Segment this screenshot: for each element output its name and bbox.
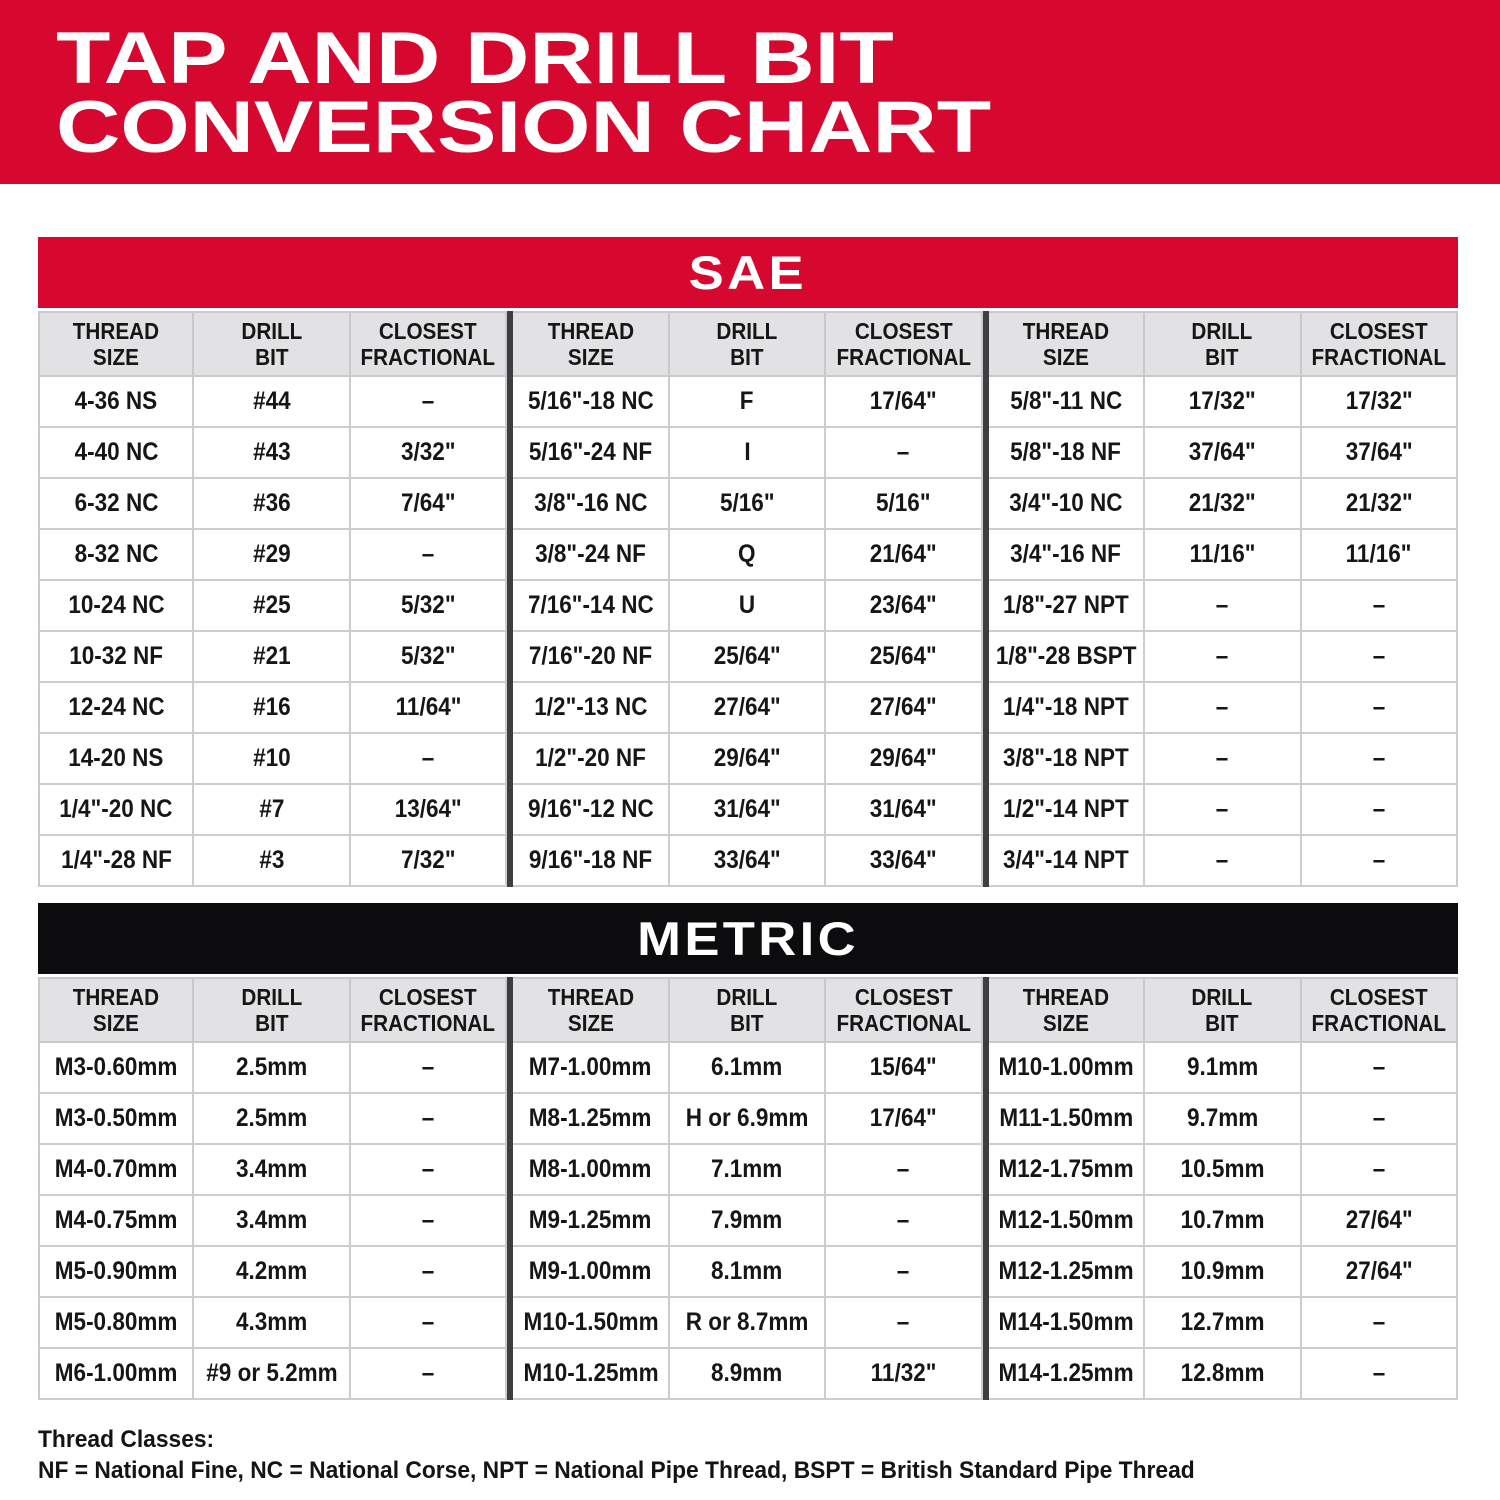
page-title-line1: TAP AND DRILL BIT: [56, 18, 894, 99]
column-header-drill-bit: DRILL BIT: [1145, 977, 1301, 1043]
cell-thread-size: M4-0.70mm: [38, 1145, 194, 1196]
table-row: [38, 785, 507, 836]
cell-closest-fractional: –: [1302, 683, 1458, 734]
cell-drill-bit: 7.9mm: [670, 1196, 826, 1247]
footnote-legend: NF = National Fine, NC = National Corse, NPT = National Pipe Thread, BSPT = British Standard Pipe Thread: [38, 1457, 1195, 1484]
cell-drill-bit: #10: [194, 734, 350, 785]
cell-drill-bit: 8.1mm: [670, 1247, 826, 1298]
table-row: [989, 836, 1458, 887]
page-title-line2: CONVERSION CHART: [56, 87, 992, 168]
cell-thread-size: 1/2"-20 NF: [513, 734, 669, 785]
table-row: [989, 1196, 1458, 1247]
cell-closest-fractional: 15/64": [826, 1043, 982, 1094]
table-row: [513, 683, 982, 734]
cell-drill-bit: 2.5mm: [194, 1043, 350, 1094]
metric-section: [38, 903, 1458, 1400]
cell-closest-fractional: –: [351, 530, 507, 581]
column-header-thread-size: THREAD SIZE: [38, 311, 194, 377]
column-header-thread-size: THREAD SIZE: [513, 311, 669, 377]
table-row: [38, 683, 507, 734]
cell-closest-fractional: –: [351, 377, 507, 428]
cell-thread-size: 10-32 NF: [38, 632, 194, 683]
cell-drill-bit: 9.7mm: [1145, 1094, 1301, 1145]
table-row: [989, 1094, 1458, 1145]
cell-drill-bit: U: [670, 581, 826, 632]
cell-closest-fractional: 7/64": [351, 479, 507, 530]
footnote: [38, 1424, 1256, 1486]
table-row: [513, 428, 982, 479]
cell-drill-bit: 33/64": [670, 836, 826, 887]
table-row: [989, 428, 1458, 479]
cell-drill-bit: #16: [194, 683, 350, 734]
table-row: [989, 683, 1458, 734]
column-header-drill-bit: DRILL BIT: [194, 977, 350, 1043]
table-row: [989, 377, 1458, 428]
cell-drill-bit: 10.9mm: [1145, 1247, 1301, 1298]
cell-thread-size: M14-1.50mm: [989, 1298, 1145, 1349]
cell-closest-fractional: –: [351, 1145, 507, 1196]
column-group: [38, 977, 507, 1400]
column-header-drill-bit: DRILL BIT: [670, 977, 826, 1043]
table-row: [513, 479, 982, 530]
cell-thread-size: 4-36 NS: [38, 377, 194, 428]
column-header-closest-fractional: CLOSEST FRACTIONAL: [351, 977, 507, 1043]
cell-thread-size: 9/16"-12 NC: [513, 785, 669, 836]
cell-closest-fractional: –: [1302, 1094, 1458, 1145]
column-header-closest-fractional: CLOSEST FRACTIONAL: [1302, 977, 1458, 1043]
cell-drill-bit: R or 8.7mm: [670, 1298, 826, 1349]
table-row: [989, 734, 1458, 785]
cell-drill-bit: 11/16": [1145, 530, 1301, 581]
cell-closest-fractional: 33/64": [826, 836, 982, 887]
cell-thread-size: 7/16"-14 NC: [513, 581, 669, 632]
cell-closest-fractional: 11/16": [1302, 530, 1458, 581]
cell-drill-bit: 17/32": [1145, 377, 1301, 428]
table-row: [38, 530, 507, 581]
column-group: [513, 311, 982, 887]
table-row: [38, 1043, 507, 1094]
table-row: [989, 479, 1458, 530]
cell-closest-fractional: 31/64": [826, 785, 982, 836]
table-row: [513, 1247, 982, 1298]
cell-drill-bit: –: [1145, 581, 1301, 632]
cell-thread-size: 1/2"-13 NC: [513, 683, 669, 734]
cell-closest-fractional: 11/32": [826, 1349, 982, 1400]
cell-thread-size: 1/4"-18 NPT: [989, 683, 1145, 734]
title-banner: [0, 0, 1500, 184]
cell-thread-size: M14-1.25mm: [989, 1349, 1145, 1400]
cell-closest-fractional: –: [351, 1247, 507, 1298]
table-row: [513, 836, 982, 887]
cell-drill-bit: 10.5mm: [1145, 1145, 1301, 1196]
cell-thread-size: 3/8"-24 NF: [513, 530, 669, 581]
cell-closest-fractional: 21/32": [1302, 479, 1458, 530]
cell-closest-fractional: –: [826, 428, 982, 479]
cell-thread-size: M12-1.75mm: [989, 1145, 1145, 1196]
cell-closest-fractional: 5/32": [351, 581, 507, 632]
sae-section-header: [38, 237, 1458, 308]
table-row: [38, 1349, 507, 1400]
cell-closest-fractional: –: [1302, 1298, 1458, 1349]
cell-drill-bit: –: [1145, 836, 1301, 887]
table-row: [513, 632, 982, 683]
cell-thread-size: 3/4"-16 NF: [989, 530, 1145, 581]
cell-drill-bit: 31/64": [670, 785, 826, 836]
cell-thread-size: 4-40 NC: [38, 428, 194, 479]
cell-drill-bit: 3.4mm: [194, 1145, 350, 1196]
sae-section-label: SAE: [688, 246, 808, 299]
cell-thread-size: M12-1.50mm: [989, 1196, 1145, 1247]
column-header-thread-size: THREAD SIZE: [38, 977, 194, 1043]
column-group: [989, 311, 1458, 887]
cell-thread-size: M11-1.50mm: [989, 1094, 1145, 1145]
cell-closest-fractional: 23/64": [826, 581, 982, 632]
column-header-thread-size: THREAD SIZE: [513, 977, 669, 1043]
table-row: [989, 1145, 1458, 1196]
cell-closest-fractional: 11/64": [351, 683, 507, 734]
cell-closest-fractional: –: [351, 1298, 507, 1349]
cell-closest-fractional: 37/64": [1302, 428, 1458, 479]
cell-thread-size: 3/8"-18 NPT: [989, 734, 1145, 785]
table-row: [513, 1145, 982, 1196]
cell-drill-bit: 7.1mm: [670, 1145, 826, 1196]
table-row: [513, 734, 982, 785]
cell-thread-size: 14-20 NS: [38, 734, 194, 785]
cell-thread-size: 6-32 NC: [38, 479, 194, 530]
cell-closest-fractional: 3/32": [351, 428, 507, 479]
cell-drill-bit: 29/64": [670, 734, 826, 785]
cell-thread-size: 10-24 NC: [38, 581, 194, 632]
cell-drill-bit: 5/16": [670, 479, 826, 530]
cell-thread-size: M3-0.60mm: [38, 1043, 194, 1094]
cell-closest-fractional: –: [826, 1247, 982, 1298]
cell-closest-fractional: –: [1302, 632, 1458, 683]
table-row: [513, 785, 982, 836]
table-row: [989, 1349, 1458, 1400]
table-row: [989, 530, 1458, 581]
column-group: [38, 311, 507, 887]
cell-drill-bit: 3.4mm: [194, 1196, 350, 1247]
cell-thread-size: M12-1.25mm: [989, 1247, 1145, 1298]
column-header-drill-bit: DRILL BIT: [1145, 311, 1301, 377]
cell-thread-size: 5/16"-24 NF: [513, 428, 669, 479]
table-row: [513, 530, 982, 581]
table-row: [989, 1298, 1458, 1349]
table-row: [38, 479, 507, 530]
cell-thread-size: M4-0.75mm: [38, 1196, 194, 1247]
cell-closest-fractional: –: [1302, 581, 1458, 632]
cell-thread-size: M5-0.90mm: [38, 1247, 194, 1298]
cell-thread-size: 1/4"-28 NF: [38, 836, 194, 887]
cell-closest-fractional: 7/32": [351, 836, 507, 887]
cell-drill-bit: #3: [194, 836, 350, 887]
cell-drill-bit: 21/32": [1145, 479, 1301, 530]
table-row: [513, 1043, 982, 1094]
metric-table: [38, 977, 1458, 1400]
column-header-closest-fractional: CLOSEST FRACTIONAL: [826, 977, 982, 1043]
table-row: [38, 632, 507, 683]
table-row: [38, 1196, 507, 1247]
cell-thread-size: 3/8"-16 NC: [513, 479, 669, 530]
cell-drill-bit: –: [1145, 632, 1301, 683]
cell-thread-size: 8-32 NC: [38, 530, 194, 581]
cell-closest-fractional: 25/64": [826, 632, 982, 683]
cell-closest-fractional: –: [351, 1094, 507, 1145]
cell-drill-bit: 4.3mm: [194, 1298, 350, 1349]
table-row: [513, 1094, 982, 1145]
cell-closest-fractional: –: [351, 1043, 507, 1094]
cell-closest-fractional: –: [1302, 836, 1458, 887]
cell-drill-bit: 12.8mm: [1145, 1349, 1301, 1400]
cell-closest-fractional: –: [826, 1298, 982, 1349]
cell-drill-bit: #25: [194, 581, 350, 632]
metric-section-header: [38, 903, 1458, 974]
table-row: [989, 1043, 1458, 1094]
cell-drill-bit: I: [670, 428, 826, 479]
table-row: [38, 1247, 507, 1298]
sae-table: [38, 311, 1458, 887]
cell-closest-fractional: 27/64": [1302, 1196, 1458, 1247]
cell-thread-size: 5/16"-18 NC: [513, 377, 669, 428]
cell-closest-fractional: –: [826, 1145, 982, 1196]
table-row: [513, 1349, 982, 1400]
cell-drill-bit: 12.7mm: [1145, 1298, 1301, 1349]
sae-section: [38, 237, 1458, 887]
cell-thread-size: M3-0.50mm: [38, 1094, 194, 1145]
cell-thread-size: 9/16"-18 NF: [513, 836, 669, 887]
cell-drill-bit: –: [1145, 734, 1301, 785]
cell-thread-size: M7-1.00mm: [513, 1043, 669, 1094]
column-header-thread-size: THREAD SIZE: [989, 977, 1145, 1043]
cell-drill-bit: 6.1mm: [670, 1043, 826, 1094]
table-row: [38, 428, 507, 479]
column-header-drill-bit: DRILL BIT: [670, 311, 826, 377]
cell-thread-size: M10-1.00mm: [989, 1043, 1145, 1094]
column-header-closest-fractional: CLOSEST FRACTIONAL: [351, 311, 507, 377]
cell-thread-size: 5/8"-18 NF: [989, 428, 1145, 479]
cell-thread-size: 1/8"-27 NPT: [989, 581, 1145, 632]
cell-drill-bit: Q: [670, 530, 826, 581]
table-row: [989, 581, 1458, 632]
cell-drill-bit: 2.5mm: [194, 1094, 350, 1145]
cell-drill-bit: #43: [194, 428, 350, 479]
cell-thread-size: 7/16"-20 NF: [513, 632, 669, 683]
column-header-thread-size: THREAD SIZE: [989, 311, 1145, 377]
cell-drill-bit: #21: [194, 632, 350, 683]
cell-closest-fractional: –: [351, 1349, 507, 1400]
cell-drill-bit: 9.1mm: [1145, 1043, 1301, 1094]
cell-closest-fractional: –: [1302, 734, 1458, 785]
cell-closest-fractional: 13/64": [351, 785, 507, 836]
column-header-drill-bit: DRILL BIT: [194, 311, 350, 377]
cell-drill-bit: –: [1145, 785, 1301, 836]
table-row: [513, 581, 982, 632]
cell-thread-size: M9-1.00mm: [513, 1247, 669, 1298]
cell-thread-size: M10-1.50mm: [513, 1298, 669, 1349]
table-row: [38, 1094, 507, 1145]
cell-closest-fractional: –: [1302, 785, 1458, 836]
cell-thread-size: M6-1.00mm: [38, 1349, 194, 1400]
cell-thread-size: 12-24 NC: [38, 683, 194, 734]
cell-closest-fractional: 27/64": [826, 683, 982, 734]
cell-drill-bit: #7: [194, 785, 350, 836]
cell-thread-size: 5/8"-11 NC: [989, 377, 1145, 428]
cell-drill-bit: 37/64": [1145, 428, 1301, 479]
cell-thread-size: M5-0.80mm: [38, 1298, 194, 1349]
column-group: [989, 977, 1458, 1400]
cell-closest-fractional: 29/64": [826, 734, 982, 785]
footnote-heading: Thread Classes:: [38, 1426, 215, 1453]
cell-thread-size: 3/4"-14 NPT: [989, 836, 1145, 887]
cell-closest-fractional: 17/64": [826, 1094, 982, 1145]
table-row: [989, 785, 1458, 836]
table-row: [513, 1298, 982, 1349]
cell-thread-size: 1/4"-20 NC: [38, 785, 194, 836]
cell-drill-bit: #44: [194, 377, 350, 428]
cell-closest-fractional: –: [1302, 1043, 1458, 1094]
cell-closest-fractional: –: [1302, 1349, 1458, 1400]
column-header-closest-fractional: CLOSEST FRACTIONAL: [1302, 311, 1458, 377]
cell-drill-bit: 25/64": [670, 632, 826, 683]
table-row: [38, 1298, 507, 1349]
table-row: [38, 836, 507, 887]
table-row: [38, 1145, 507, 1196]
metric-section-label: METRIC: [637, 912, 859, 965]
cell-thread-size: 1/8"-28 BSPT: [989, 632, 1145, 683]
table-row: [38, 377, 507, 428]
cell-closest-fractional: 27/64": [1302, 1247, 1458, 1298]
cell-drill-bit: 10.7mm: [1145, 1196, 1301, 1247]
table-row: [989, 1247, 1458, 1298]
cell-closest-fractional: 5/32": [351, 632, 507, 683]
cell-closest-fractional: 5/16": [826, 479, 982, 530]
cell-drill-bit: H or 6.9mm: [670, 1094, 826, 1145]
cell-thread-size: 3/4"-10 NC: [989, 479, 1145, 530]
table-row: [38, 734, 507, 785]
cell-thread-size: M9-1.25mm: [513, 1196, 669, 1247]
column-header-closest-fractional: CLOSEST FRACTIONAL: [826, 311, 982, 377]
cell-drill-bit: #9 or 5.2mm: [194, 1349, 350, 1400]
cell-drill-bit: #29: [194, 530, 350, 581]
cell-thread-size: M10-1.25mm: [513, 1349, 669, 1400]
table-row: [513, 377, 982, 428]
cell-thread-size: 1/2"-14 NPT: [989, 785, 1145, 836]
cell-closest-fractional: –: [1302, 1145, 1458, 1196]
cell-drill-bit: #36: [194, 479, 350, 530]
cell-closest-fractional: 21/64": [826, 530, 982, 581]
table-row: [989, 632, 1458, 683]
cell-drill-bit: 27/64": [670, 683, 826, 734]
cell-closest-fractional: –: [351, 1196, 507, 1247]
cell-drill-bit: –: [1145, 683, 1301, 734]
cell-thread-size: M8-1.25mm: [513, 1094, 669, 1145]
table-row: [513, 1196, 982, 1247]
cell-drill-bit: 8.9mm: [670, 1349, 826, 1400]
column-group: [513, 977, 982, 1400]
cell-closest-fractional: 17/32": [1302, 377, 1458, 428]
table-row: [38, 581, 507, 632]
cell-thread-size: M8-1.00mm: [513, 1145, 669, 1196]
cell-drill-bit: 4.2mm: [194, 1247, 350, 1298]
page-title: [56, 18, 992, 168]
cell-closest-fractional: –: [351, 734, 507, 785]
cell-closest-fractional: 17/64": [826, 377, 982, 428]
cell-closest-fractional: –: [826, 1196, 982, 1247]
cell-drill-bit: F: [670, 377, 826, 428]
